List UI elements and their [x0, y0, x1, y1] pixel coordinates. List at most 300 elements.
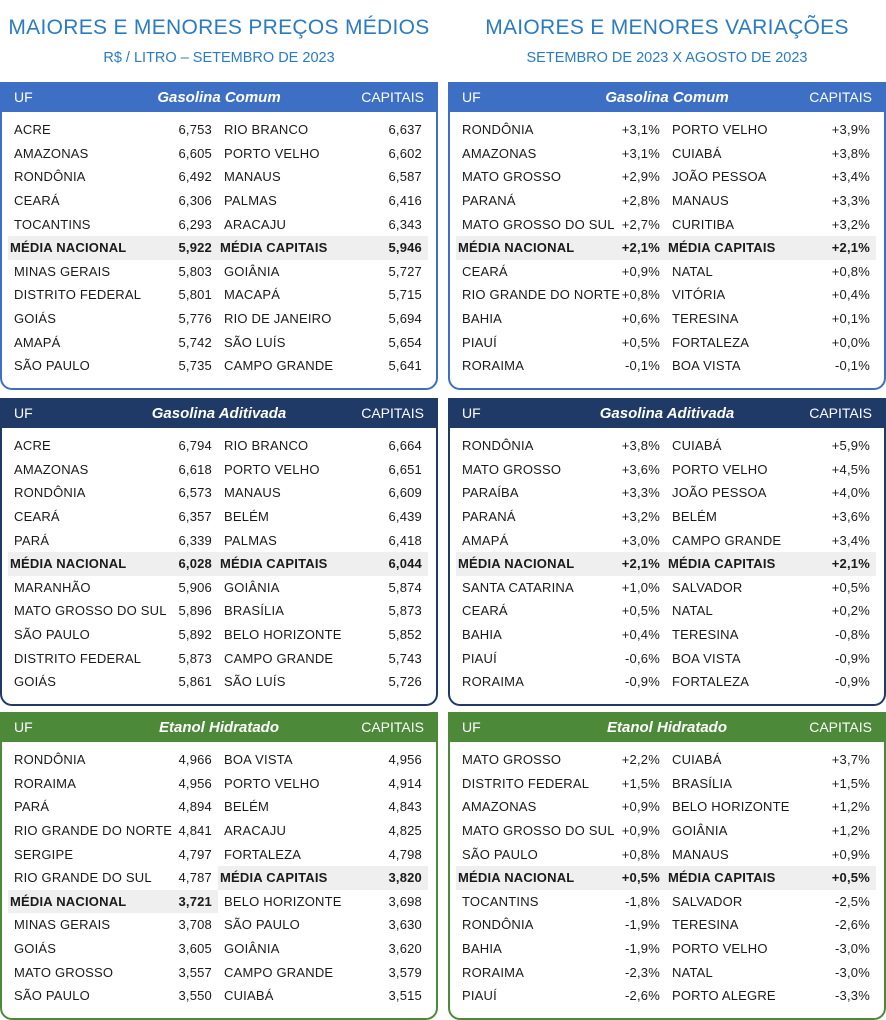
table-row: [456, 842, 876, 866]
prices-header: [0, 0, 438, 82]
table-row: [456, 937, 876, 961]
table-row: [456, 283, 876, 307]
table-row: [8, 528, 428, 552]
state-cell: [8, 670, 218, 694]
table-row: [8, 307, 428, 331]
table-row: [8, 984, 428, 1008]
state-name: PARANÁ: [462, 193, 516, 209]
state-value: +0,4%: [621, 627, 660, 643]
uf-column-label: UF: [14, 89, 33, 105]
table-row: [8, 646, 428, 670]
variations-panel-gasolina-aditivada: [448, 398, 886, 706]
state-value: +2,7%: [621, 216, 660, 232]
state-cell: [8, 748, 218, 772]
state-value: +1,5%: [621, 775, 660, 791]
capital-name: NATAL: [672, 603, 713, 619]
capital-name: MÉDIA CAPITAIS: [220, 556, 328, 572]
table-row: [456, 212, 876, 236]
capital-value: 6,418: [388, 532, 422, 548]
state-value: 5,892: [178, 627, 212, 643]
state-name: MINAS GERAIS: [14, 917, 111, 933]
table-row: [456, 434, 876, 458]
capital-name: VITÓRIA: [672, 287, 726, 303]
state-value: -0,1%: [625, 358, 660, 374]
state-cell: [456, 165, 666, 189]
variations-header: [448, 0, 886, 82]
state-name: AMAZONAS: [14, 461, 89, 477]
state-name: MATO GROSSO: [462, 169, 562, 185]
capital-cell: [666, 165, 876, 189]
capital-cell: [218, 165, 428, 189]
capital-name: CURITIBA: [672, 216, 735, 232]
state-name: MÉDIA NACIONAL: [10, 556, 127, 572]
table-row: [456, 142, 876, 166]
capital-cell: [218, 330, 428, 354]
state-cell: [456, 505, 666, 529]
capital-name: CAMPO GRANDE: [672, 532, 782, 548]
state-cell: [456, 212, 666, 236]
state-value: +0,5%: [621, 334, 660, 350]
state-cell: [456, 646, 666, 670]
state-name: TOCANTINS: [14, 216, 91, 232]
capital-value: 6,343: [388, 216, 422, 232]
state-cell: [8, 505, 218, 529]
capital-value: 5,654: [388, 334, 422, 350]
table-row: [456, 330, 876, 354]
table-row: [8, 212, 428, 236]
state-cell: [456, 434, 666, 458]
state-cell: [456, 142, 666, 166]
capital-cell: [666, 212, 876, 236]
capital-name: SÃO LUÍS: [224, 334, 286, 350]
state-cell: [456, 795, 666, 819]
capital-cell: [218, 458, 428, 482]
media-capitais-cell: [218, 552, 428, 576]
capital-name: JOÃO PESSOA: [672, 485, 767, 501]
capital-cell: [218, 890, 428, 914]
capital-cell: [666, 434, 876, 458]
state-name: MÉDIA NACIONAL: [10, 893, 127, 909]
panel-header: [450, 82, 884, 112]
media-nacional-cell: [456, 866, 666, 890]
state-value: 6,339: [178, 532, 212, 548]
state-cell: [456, 842, 666, 866]
state-name: RORAIMA: [462, 358, 525, 374]
state-value: 4,841: [178, 823, 212, 839]
capital-cell: [218, 434, 428, 458]
state-value: +2,1%: [621, 240, 660, 256]
capital-name: CAMPO GRANDE: [224, 964, 334, 980]
table-row: [8, 623, 428, 647]
capital-name: SALVADOR: [672, 893, 743, 909]
capital-value: 5,694: [388, 311, 422, 327]
state-name: RORAIMA: [14, 775, 77, 791]
capitais-column-label: CAPITAIS: [361, 405, 424, 421]
capital-cell: [218, 772, 428, 796]
capital-value: 6,587: [388, 169, 422, 185]
capital-cell: [666, 960, 876, 984]
state-value: 6,794: [178, 438, 212, 454]
capital-name: SALVADOR: [672, 579, 743, 595]
state-value: 4,966: [178, 752, 212, 768]
capital-value: -3,0%: [835, 964, 870, 980]
state-name: DISTRITO FEDERAL: [462, 775, 590, 791]
capital-value: -0,9%: [835, 650, 870, 666]
state-cell: [8, 189, 218, 213]
table-row: [8, 576, 428, 600]
capital-cell: [666, 260, 876, 284]
state-value: -2,3%: [625, 964, 660, 980]
capital-value: +3,8%: [831, 145, 870, 161]
table-row: [8, 937, 428, 961]
state-cell: [456, 481, 666, 505]
state-value: 4,956: [178, 775, 212, 791]
capital-value: +0,5%: [831, 579, 870, 595]
capital-cell: [218, 576, 428, 600]
state-value: -1,8%: [625, 893, 660, 909]
capital-name: RIO DE JANEIRO: [224, 311, 332, 327]
ranking-rows: [2, 428, 436, 694]
state-name: RONDÔNIA: [14, 752, 86, 768]
capital-cell: [218, 118, 428, 142]
uf-column-label: UF: [462, 405, 481, 421]
state-cell: [456, 576, 666, 600]
prices-panel-etanol-hidratado: [0, 712, 438, 1020]
capital-value: 5,873: [388, 603, 422, 619]
capital-cell: [218, 481, 428, 505]
state-cell: [8, 481, 218, 505]
capital-value: +3,4%: [831, 532, 870, 548]
table-row: [8, 481, 428, 505]
media-capitais-cell: [666, 866, 876, 890]
table-row: [8, 458, 428, 482]
state-name: GOIÁS: [14, 674, 57, 690]
capital-cell: [218, 748, 428, 772]
state-name: AMAPÁ: [14, 334, 61, 350]
table-row: [8, 552, 428, 576]
state-name: MATO GROSSO: [462, 752, 562, 768]
capital-cell: [666, 890, 876, 914]
state-name: PIAUÍ: [462, 988, 497, 1004]
state-cell: [8, 458, 218, 482]
table-row: [456, 236, 876, 260]
state-name: BAHIA: [462, 941, 503, 957]
table-row: [456, 458, 876, 482]
table-row: [456, 960, 876, 984]
table-row: [456, 307, 876, 331]
capital-value: 3,630: [388, 917, 422, 933]
state-value: +0,5%: [621, 870, 660, 886]
uf-column-label: UF: [14, 719, 33, 735]
panel-header: [450, 398, 884, 428]
table-row: [456, 354, 876, 378]
state-name: MATO GROSSO DO SUL: [462, 216, 615, 232]
table-row: [8, 434, 428, 458]
table-row: [456, 165, 876, 189]
table-row: [8, 189, 428, 213]
state-name: AMAZONAS: [14, 145, 89, 161]
state-value: +0,8%: [621, 287, 660, 303]
state-value: 3,708: [178, 917, 212, 933]
state-name: BAHIA: [462, 311, 503, 327]
capital-value: 5,726: [388, 674, 422, 690]
state-value: 5,906: [178, 579, 212, 595]
media-capitais-cell: [218, 866, 428, 890]
capital-cell: [218, 646, 428, 670]
prices-panel-gasolina-aditivada: [0, 398, 438, 706]
state-name: RONDÔNIA: [14, 485, 86, 501]
state-cell: [8, 576, 218, 600]
capital-name: BOA VISTA: [672, 650, 741, 666]
state-name: RONDÔNIA: [462, 122, 534, 138]
capital-value: 4,956: [388, 752, 422, 768]
state-value: -0,9%: [625, 674, 660, 690]
capital-value: 6,637: [388, 122, 422, 138]
capital-name: ARACAJU: [224, 216, 287, 232]
state-value: 3,557: [178, 964, 212, 980]
state-cell: [456, 528, 666, 552]
capital-name: BOA VISTA: [224, 752, 293, 768]
capital-name: BELO HORIZONTE: [224, 627, 342, 643]
table-row: [8, 354, 428, 378]
state-cell: [8, 960, 218, 984]
table-row: [456, 670, 876, 694]
state-name: PIAUÍ: [462, 334, 497, 350]
variations-title: MAIORES E MENORES VARIAÇÕES: [485, 16, 849, 39]
state-name: AMAZONAS: [462, 145, 537, 161]
media-nacional-cell: [456, 236, 666, 260]
state-cell: [8, 165, 218, 189]
capital-cell: [666, 646, 876, 670]
state-name: MATO GROSSO DO SUL: [14, 603, 167, 619]
state-cell: [456, 748, 666, 772]
table-row: [456, 576, 876, 600]
capital-name: MÉDIA CAPITAIS: [668, 240, 776, 256]
capital-name: CUIABÁ: [672, 438, 722, 454]
capital-value: 6,651: [388, 461, 422, 477]
capital-value: 4,843: [388, 799, 422, 815]
table-row: [456, 646, 876, 670]
state-value: +0,9%: [621, 263, 660, 279]
capital-value: +5,9%: [831, 438, 870, 454]
state-cell: [456, 283, 666, 307]
state-name: CEARÁ: [462, 263, 508, 279]
state-name: ACRE: [14, 122, 51, 138]
state-name: MÉDIA NACIONAL: [458, 240, 575, 256]
capital-cell: [666, 283, 876, 307]
state-cell: [8, 330, 218, 354]
state-name: MATO GROSSO DO SUL: [462, 823, 615, 839]
capital-value: 4,825: [388, 823, 422, 839]
table-row: [8, 142, 428, 166]
capital-name: MANAUS: [224, 485, 281, 501]
capital-cell: [218, 795, 428, 819]
capital-value: 5,727: [388, 263, 422, 279]
state-value: -1,9%: [625, 941, 660, 957]
capital-cell: [218, 842, 428, 866]
capital-name: BELO HORIZONTE: [224, 893, 342, 909]
media-nacional-cell: [8, 236, 218, 260]
media-nacional-cell: [8, 890, 218, 914]
state-name: PIAUÍ: [462, 650, 497, 666]
capital-name: MANAUS: [224, 169, 281, 185]
capital-value: +3,4%: [831, 169, 870, 185]
capital-value: 6,044: [388, 556, 422, 572]
state-cell: [456, 623, 666, 647]
capital-name: TERESINA: [672, 311, 739, 327]
table-row: [456, 984, 876, 1008]
table-row: [8, 260, 428, 284]
capital-value: +1,2%: [831, 823, 870, 839]
capital-cell: [218, 354, 428, 378]
table-row: [8, 748, 428, 772]
state-value: 6,306: [178, 193, 212, 209]
table-row: [456, 189, 876, 213]
table-row: [456, 118, 876, 142]
state-value: 4,787: [178, 870, 212, 886]
capital-name: MÉDIA CAPITAIS: [220, 240, 328, 256]
capital-cell: [666, 142, 876, 166]
capital-name: NATAL: [672, 964, 713, 980]
state-value: +3,1%: [621, 145, 660, 161]
state-value: +2,2%: [621, 752, 660, 768]
capital-value: +0,1%: [831, 311, 870, 327]
capital-value: +0,5%: [831, 870, 870, 886]
capital-name: JOÃO PESSOA: [672, 169, 767, 185]
capital-cell: [218, 189, 428, 213]
capital-cell: [666, 189, 876, 213]
table-row: [8, 795, 428, 819]
state-name: RONDÔNIA: [462, 438, 534, 454]
state-value: +0,8%: [621, 846, 660, 862]
table-row: [8, 890, 428, 914]
state-value: 6,573: [178, 485, 212, 501]
state-cell: [8, 795, 218, 819]
capital-name: PORTO VELHO: [672, 461, 768, 477]
capital-name: PALMAS: [224, 193, 277, 209]
state-value: +2,8%: [621, 193, 660, 209]
variations-panel-etanol-hidratado: [448, 712, 886, 1020]
panel-header: [450, 712, 884, 742]
capital-name: PORTO VELHO: [672, 941, 768, 957]
table-row: [8, 165, 428, 189]
state-name: SÃO PAULO: [14, 358, 90, 374]
state-value: +3,0%: [621, 532, 660, 548]
state-value: 3,550: [178, 988, 212, 1004]
table-row: [456, 819, 876, 843]
capital-name: GOIÂNIA: [224, 579, 280, 595]
state-value: 6,293: [178, 216, 212, 232]
state-value: 6,028: [178, 556, 212, 572]
state-name: PARAÍBA: [462, 485, 519, 501]
capital-value: +2,1%: [831, 240, 870, 256]
ranking-rows: [450, 112, 884, 378]
state-name: RIO GRANDE DO SUL: [14, 870, 152, 886]
table-row: [456, 890, 876, 914]
capital-name: BELÉM: [224, 799, 270, 815]
state-value: 5,742: [178, 334, 212, 350]
capital-cell: [218, 283, 428, 307]
state-name: CEARÁ: [462, 603, 508, 619]
table-row: [456, 623, 876, 647]
table-row: [8, 599, 428, 623]
capital-cell: [666, 307, 876, 331]
fuel-type-label: Gasolina Comum: [605, 88, 729, 106]
state-cell: [456, 984, 666, 1008]
state-name: MÉDIA NACIONAL: [458, 870, 575, 886]
state-value: 4,894: [178, 799, 212, 815]
state-value: +0,9%: [621, 823, 660, 839]
capital-cell: [218, 670, 428, 694]
capitais-column-label: CAPITAIS: [361, 719, 424, 735]
table-row: [8, 670, 428, 694]
capital-cell: [218, 505, 428, 529]
state-name: DISTRITO FEDERAL: [14, 287, 142, 303]
state-cell: [456, 458, 666, 482]
state-value: 4,797: [178, 846, 212, 862]
capital-cell: [218, 623, 428, 647]
state-value: +3,2%: [621, 509, 660, 525]
ranking-rows: [450, 742, 884, 1008]
state-cell: [8, 283, 218, 307]
capital-value: 4,914: [388, 775, 422, 791]
capital-cell: [666, 528, 876, 552]
state-name: PARÁ: [14, 799, 50, 815]
capital-value: 6,609: [388, 485, 422, 501]
capital-value: +3,6%: [831, 509, 870, 525]
state-name: MATO GROSSO: [14, 964, 114, 980]
capital-value: 5,641: [388, 358, 422, 374]
state-value: +0,5%: [621, 603, 660, 619]
capital-value: -3,0%: [835, 941, 870, 957]
table-row: [8, 819, 428, 843]
ranking-rows: [2, 112, 436, 378]
state-value: -2,6%: [625, 988, 660, 1004]
state-value: +2,1%: [621, 556, 660, 572]
state-name: RORAIMA: [462, 964, 525, 980]
state-value: +2,9%: [621, 169, 660, 185]
capitais-column-label: CAPITAIS: [809, 89, 872, 105]
state-cell: [8, 354, 218, 378]
state-name: MARANHÃO: [14, 579, 91, 595]
state-value: 3,605: [178, 941, 212, 957]
capital-name: FORTALEZA: [672, 334, 750, 350]
table-row: [8, 283, 428, 307]
capital-name: SÃO PAULO: [224, 917, 300, 933]
uf-column-label: UF: [462, 719, 481, 735]
capital-cell: [666, 599, 876, 623]
state-value: 5,873: [178, 650, 212, 666]
fuel-type-label: Etanol Hidratado: [158, 718, 279, 736]
table-row: [456, 866, 876, 890]
table-row: [456, 481, 876, 505]
variations-subtitle: SETEMBRO DE 2023 X AGOSTO DE 2023: [526, 50, 808, 66]
prices-subtitle: R$ / LITRO – SETEMBRO DE 2023: [103, 50, 335, 66]
state-cell: [8, 842, 218, 866]
capital-value: 6,664: [388, 438, 422, 454]
table-row: [456, 748, 876, 772]
capital-value: 5,715: [388, 287, 422, 303]
capitais-column-label: CAPITAIS: [809, 405, 872, 421]
state-name: SERGIPE: [14, 846, 74, 862]
capital-value: 3,515: [388, 988, 422, 1004]
capital-cell: [218, 212, 428, 236]
capital-name: MÉDIA CAPITAIS: [668, 556, 776, 572]
media-nacional-cell: [456, 552, 666, 576]
state-name: PARANÁ: [462, 509, 516, 525]
capital-name: MANAUS: [672, 846, 729, 862]
state-value: 6,753: [178, 122, 212, 138]
